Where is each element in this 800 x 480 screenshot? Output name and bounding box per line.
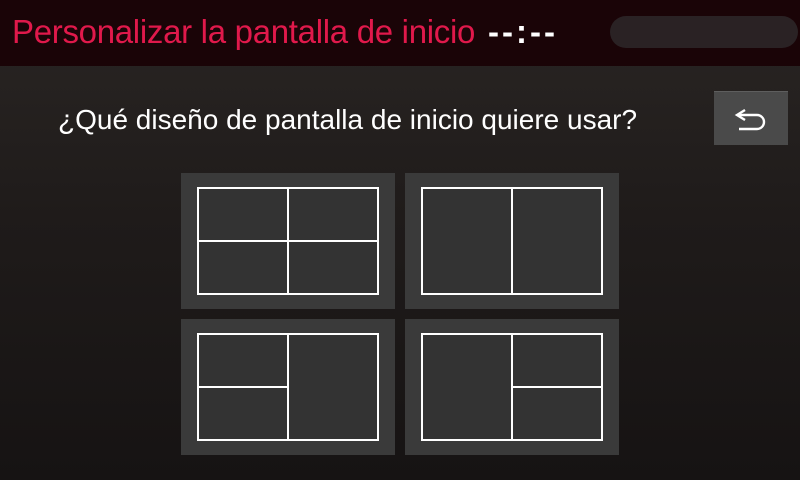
layout-two-columns-icon [405, 173, 619, 309]
layout-four-quadrants-icon [181, 173, 395, 309]
status-pill [610, 16, 798, 48]
back-button[interactable] [714, 91, 788, 145]
layout-option-four-quadrants[interactable] [181, 173, 395, 309]
layout-stacked-right-icon [405, 319, 619, 455]
back-arrow-icon [733, 106, 769, 132]
clock: --:-- [488, 13, 558, 50]
layout-option-stacked-left[interactable] [181, 319, 395, 455]
layout-question: ¿Qué diseño de pantalla de inicio quiere usar? [58, 104, 638, 135]
layout-option-stacked-right[interactable] [405, 319, 619, 455]
layout-stacked-left-icon [181, 319, 395, 455]
page-title: Personalizar la pantalla de inicio [12, 13, 476, 50]
header-bar [0, 0, 800, 66]
layout-option-two-columns[interactable] [405, 173, 619, 309]
